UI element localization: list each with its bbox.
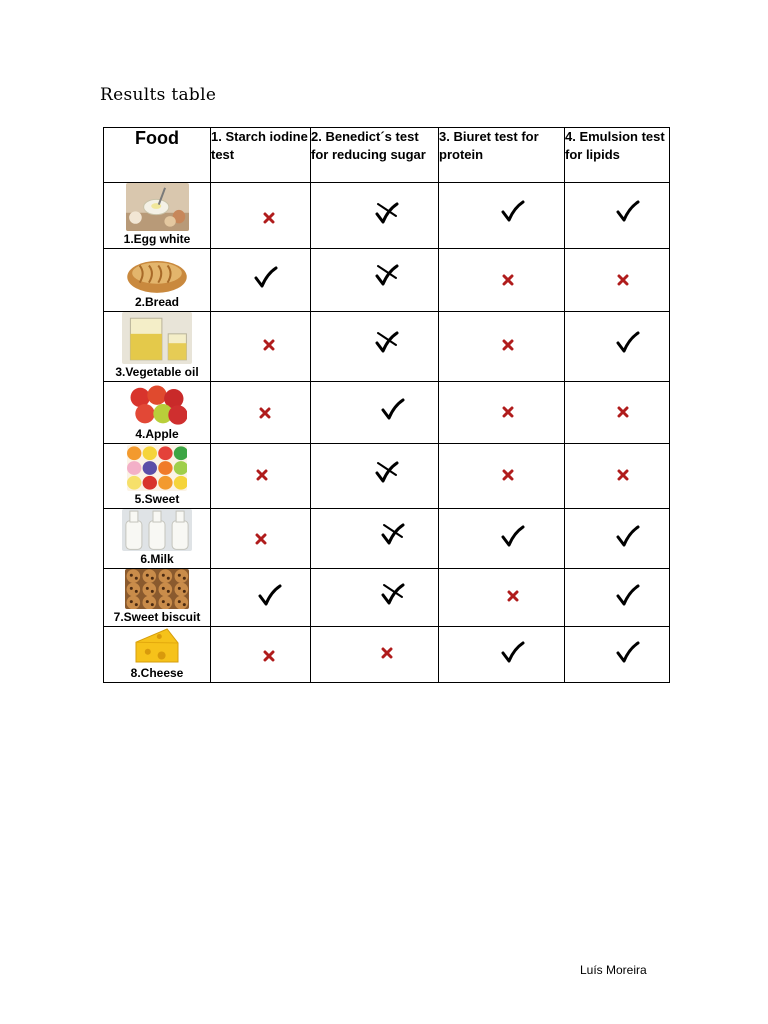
result-cell xyxy=(439,183,565,249)
result-cell xyxy=(565,627,670,683)
result-cell xyxy=(565,444,670,509)
crossed-check-mark-icon xyxy=(381,522,405,546)
table-row xyxy=(104,569,670,627)
cross-mark-icon xyxy=(617,274,629,286)
cross-mark-icon xyxy=(502,406,514,418)
emulsion-test-header: 4. Emulsion test for lipids xyxy=(565,128,670,183)
table-row xyxy=(104,382,670,444)
result-mark xyxy=(617,468,629,486)
food-picture xyxy=(134,627,180,665)
result-cell xyxy=(565,183,670,249)
result-cell xyxy=(211,183,311,249)
result-mark xyxy=(501,640,525,669)
result-mark xyxy=(502,273,514,291)
crossed-check-mark-icon xyxy=(375,460,399,484)
result-mark xyxy=(254,265,278,294)
result-cell xyxy=(211,382,311,444)
table-row xyxy=(104,509,670,569)
result-mark xyxy=(256,468,268,486)
check-mark-icon xyxy=(616,524,640,548)
result-mark xyxy=(381,397,405,426)
food-picture xyxy=(127,445,187,491)
check-mark-icon xyxy=(616,640,640,664)
result-mark xyxy=(258,583,282,612)
header-row xyxy=(104,128,670,183)
result-mark xyxy=(616,583,640,612)
crossed-check-mark-icon xyxy=(375,201,399,225)
result-cell xyxy=(439,382,565,444)
result-cell xyxy=(311,444,439,509)
food-picture xyxy=(125,569,189,609)
check-mark-icon xyxy=(501,199,525,223)
cross-mark-icon xyxy=(256,469,268,481)
result-mark xyxy=(259,406,271,424)
result-cell xyxy=(311,569,439,627)
result-mark xyxy=(616,524,640,553)
cross-mark-icon xyxy=(502,274,514,286)
table-row xyxy=(104,444,670,509)
result-mark xyxy=(263,338,275,356)
table-row xyxy=(104,183,670,249)
food-picture xyxy=(122,509,192,551)
author-name: Luís Moreira xyxy=(580,963,647,977)
result-cell xyxy=(211,509,311,569)
cross-mark-icon xyxy=(502,339,514,351)
apple-icon xyxy=(127,382,187,426)
table-row xyxy=(104,249,670,312)
result-cell xyxy=(439,249,565,312)
food-label: 8.Cheese xyxy=(130,666,184,680)
result-cell xyxy=(311,509,439,569)
result-mark xyxy=(502,468,514,486)
cross-mark-icon xyxy=(255,533,267,545)
crossed-check-mark-icon xyxy=(381,582,405,606)
result-mark xyxy=(375,460,399,489)
result-cell xyxy=(211,627,311,683)
result-mark xyxy=(616,640,640,669)
result-mark xyxy=(381,522,405,551)
cross-mark-icon xyxy=(507,590,519,602)
biuret-test-header: 3. Biuret test for protein xyxy=(439,128,565,183)
result-cell xyxy=(565,312,670,382)
cross-mark-icon xyxy=(502,469,514,481)
food-label: 5.Sweet xyxy=(134,492,180,506)
table-row xyxy=(104,627,670,683)
result-mark xyxy=(617,405,629,423)
food-label: 4.Apple xyxy=(135,427,179,441)
result-cell xyxy=(439,627,565,683)
result-cell xyxy=(439,312,565,382)
check-mark-icon xyxy=(381,397,405,421)
result-cell xyxy=(211,249,311,312)
results-table xyxy=(103,127,670,683)
result-mark xyxy=(616,330,640,359)
check-mark-icon xyxy=(501,640,525,664)
result-mark xyxy=(502,405,514,423)
result-mark xyxy=(501,524,525,553)
result-cell xyxy=(439,444,565,509)
check-mark-icon xyxy=(616,330,640,354)
cross-mark-icon xyxy=(617,469,629,481)
result-mark xyxy=(381,582,405,611)
food-picture xyxy=(126,256,188,294)
vegetable-oil-icon xyxy=(122,312,192,364)
result-mark xyxy=(616,199,640,228)
food-cell xyxy=(104,249,211,312)
food-picture xyxy=(127,382,187,426)
result-cell xyxy=(311,249,439,312)
cross-mark-icon xyxy=(263,339,275,351)
result-mark xyxy=(255,532,267,550)
check-mark-icon xyxy=(254,265,278,289)
result-mark xyxy=(502,338,514,356)
check-mark-icon xyxy=(616,583,640,607)
table-row xyxy=(104,312,670,382)
result-mark xyxy=(507,589,519,607)
result-mark xyxy=(375,201,399,230)
result-cell xyxy=(439,569,565,627)
result-cell xyxy=(565,569,670,627)
food-cell xyxy=(104,312,211,382)
page-title: Results table xyxy=(100,85,217,105)
result-mark xyxy=(375,330,399,359)
result-mark xyxy=(381,646,393,664)
cross-mark-icon xyxy=(263,650,275,662)
milk-icon xyxy=(122,509,192,551)
food-label: 2.Bread xyxy=(134,295,180,309)
result-cell xyxy=(565,382,670,444)
result-mark xyxy=(617,273,629,291)
food-picture xyxy=(126,183,189,231)
food-cell xyxy=(104,382,211,444)
result-cell xyxy=(211,312,311,382)
result-cell xyxy=(311,382,439,444)
food-label: 3.Vegetable oil xyxy=(115,365,199,379)
result-cell xyxy=(211,569,311,627)
cross-mark-icon xyxy=(381,647,393,659)
food-column-header: Food xyxy=(104,128,211,183)
bread-icon xyxy=(126,256,188,294)
crossed-check-mark-icon xyxy=(375,263,399,287)
result-cell xyxy=(211,444,311,509)
food-picture xyxy=(122,312,192,364)
result-mark xyxy=(263,211,275,229)
cross-mark-icon xyxy=(617,406,629,418)
cheese-icon xyxy=(134,627,180,665)
cross-mark-icon xyxy=(263,212,275,224)
check-mark-icon xyxy=(616,199,640,223)
food-label: 7.Sweet biscuit xyxy=(113,610,201,624)
sweet-biscuit-icon xyxy=(125,569,189,609)
result-cell xyxy=(565,249,670,312)
check-mark-icon xyxy=(501,524,525,548)
result-mark xyxy=(501,199,525,228)
benedict-test-header: 2. Benedict´s test for reducing sugar xyxy=(311,128,439,183)
food-cell xyxy=(104,509,211,569)
egg-white-icon xyxy=(126,183,189,231)
cross-mark-icon xyxy=(259,407,271,419)
result-cell xyxy=(311,312,439,382)
food-label: 1.Egg white xyxy=(123,232,191,246)
food-cell xyxy=(104,183,211,249)
result-cell xyxy=(565,509,670,569)
starch-test-header: 1. Starch iodine test xyxy=(211,128,311,183)
crossed-check-mark-icon xyxy=(375,330,399,354)
food-cell xyxy=(104,627,211,683)
food-label: 6.Milk xyxy=(140,552,174,566)
food-cell xyxy=(104,444,211,509)
result-cell xyxy=(311,627,439,683)
food-cell xyxy=(104,569,211,627)
sweet-icon xyxy=(127,445,187,491)
check-mark-icon xyxy=(258,583,282,607)
result-mark xyxy=(263,649,275,667)
result-mark xyxy=(375,263,399,292)
result-cell xyxy=(311,183,439,249)
result-cell xyxy=(439,509,565,569)
